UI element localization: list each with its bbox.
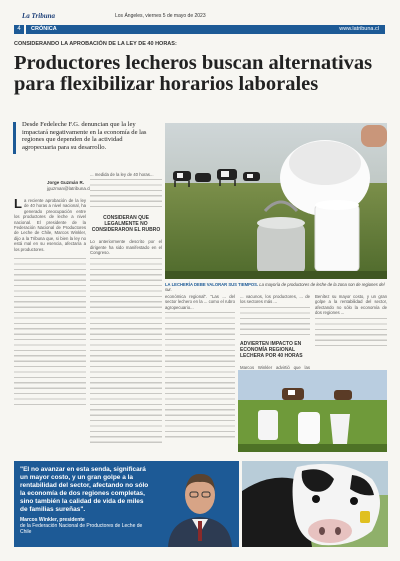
- page-number: 4: [14, 25, 24, 34]
- column-2-text: Lo anteriormente descrito por el dirigente ha sido manifestado en el Congreso.: [90, 239, 162, 256]
- quote-speaker-role: de la Federación Nacional de Productores de Leche de Chile: [20, 523, 143, 535]
- column-4b-text: Marcos Winkler advirtió que las: [240, 364, 310, 370]
- article-column-3: [165, 294, 235, 454]
- subhead-2: ADVIERTEN IMPACTO EN ECONOMÍA REGIONAL LECHERA POR 40 HORAS: [240, 340, 303, 359]
- subhead-1: CONSIDERAN QUE LEGALMENTE NO CONSIDERARON EL RUBRO: [91, 215, 161, 234]
- quote-speaker: Marcos Winkler, presidente: [20, 517, 85, 523]
- pull-quote-text: "El no avanzar en esta senda, significará un mayor costo, y un gran golpe a la rentabilidad del sector, afectando no sólo la economía de dos regiones completas, sino también la calidad de vida de miles de familias sureñas".: [20, 466, 149, 513]
- publication-logo: La Tribuna: [22, 12, 55, 20]
- section-label: CRÓNICA: [31, 26, 57, 32]
- cows-and-milk-photo: [165, 123, 387, 279]
- headline: Productores lecheros buscan alternativas para flexibilizar horarios laborales: [14, 52, 373, 95]
- cow-closeup-photo: [242, 461, 388, 547]
- lead-accent-bar: [13, 122, 16, 154]
- photo-caption: [165, 282, 387, 292]
- article-column-1: [14, 198, 86, 448]
- drop-cap: L: [14, 198, 22, 211]
- column-2-intro: ... medida de la ley de 40 horas...: [90, 172, 154, 177]
- byline-email: jguzman@latribuna.cl: [47, 185, 91, 191]
- column-4-text: ... vacunos, los productores, ... de los sectores más ...: [240, 294, 310, 305]
- pull-quote-attribution: [20, 517, 150, 535]
- article-column-2: [90, 172, 162, 448]
- column-5-text: Benítez su mayor costo, y un gran golpe a la rentabilidad del sector, afectando no sólo la economía de dos regiones ...: [315, 294, 387, 316]
- speaker-portrait-photo: [160, 461, 239, 547]
- byline: [47, 180, 90, 191]
- column-1-text: a reciente aprobación de la ley de 40 horas a nivel nacional, ha generado preocupación entre los productores de leche a nivel nacional. El presidente de la Federación Nacional de Productores de Leche de Chile, Marcos Winkler, dijo a la Tribuna que, si bien la ley no está mal en su esencia, afectaría a los productores.: [14, 198, 86, 252]
- byline-author: Jorge Guzmán R.: [47, 180, 85, 185]
- caption-text: La mayoría de productores de leche de la zona son de regiones del sur.: [165, 282, 385, 292]
- column-3-text: económica regional". "Las ... del sector lechero en la ... como el rubro agropecuario...: [165, 294, 235, 310]
- kicker: CONSIDERANDO LA APROBACIÓN DE LA LEY DE 40 HORAS:: [14, 41, 177, 47]
- milk-field-photo: [238, 370, 387, 452]
- website-link[interactable]: www.latribuna.cl: [339, 26, 379, 32]
- article-column-5: [315, 294, 387, 358]
- caption-lead: LA LECHERÍA DEBE VALORAR SUS TIEMPOS.: [165, 282, 259, 287]
- issue-date: Los Ángeles, viernes 5 de mayo de 2023: [115, 13, 206, 19]
- section-bar: [26, 25, 385, 34]
- lead-paragraph: Desde Fedeleche F.G. denuncian que la ley impactará negativamente en la economía de las regiones que dependen de la actividad agropecuaria para su desarrollo.: [22, 121, 147, 152]
